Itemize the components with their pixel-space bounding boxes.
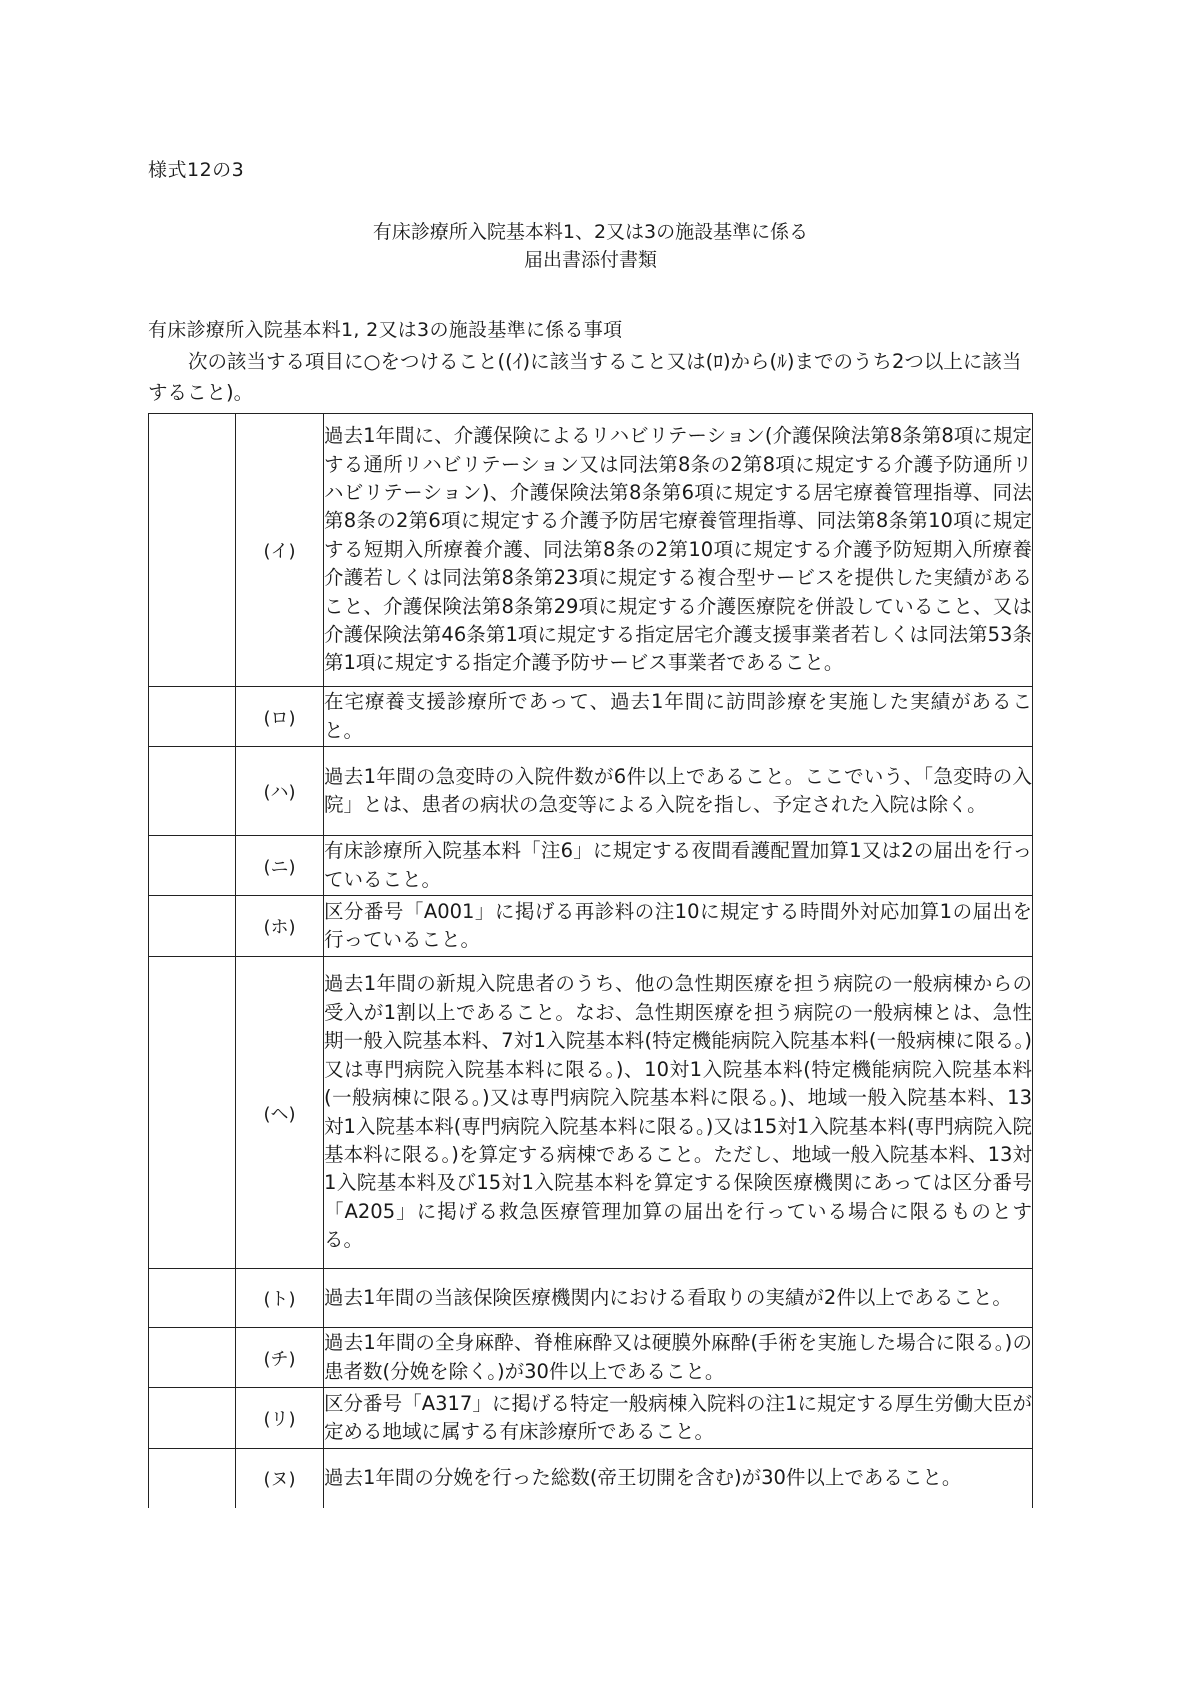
check-cell-ha[interactable] bbox=[149, 747, 236, 836]
table-row bbox=[149, 1269, 1033, 1328]
item-text-ri: 区分番号「A317」に掲げる特定一般病棟入院料の注1に規定する厚生労働大臣が定める地域に属する有床診療所であること。 bbox=[324, 1388, 1033, 1449]
item-label-to: (ト) bbox=[236, 1269, 324, 1328]
table-row bbox=[149, 1449, 1033, 1508]
item-label-nu: (ヌ) bbox=[236, 1449, 324, 1508]
table-row bbox=[149, 414, 1033, 687]
check-cell-he[interactable] bbox=[149, 957, 236, 1269]
check-cell-ri[interactable] bbox=[149, 1388, 236, 1449]
form-number: 様式12の3 bbox=[148, 159, 245, 181]
item-label-ri: (リ) bbox=[236, 1388, 324, 1449]
section-heading: 有床診療所入院基本料1, 2又は3の施設基準に係る事項 bbox=[148, 319, 623, 341]
check-cell-ho[interactable] bbox=[149, 896, 236, 957]
document-title-line-1: 有床診療所入院基本料1、2又は3の施設基準に係る bbox=[372, 221, 809, 243]
item-label-ha: (ハ) bbox=[236, 747, 324, 836]
check-cell-nu[interactable] bbox=[149, 1449, 236, 1508]
item-text-ha: 過去1年間の急変時の入院件数が6件以上であること。ここでいう、「急変時の入院」とは、患者の病状の急変等による入院を指し、予定された入院は除く。 bbox=[324, 747, 1033, 836]
table-row bbox=[149, 836, 1033, 896]
item-label-chi: (チ) bbox=[236, 1328, 324, 1388]
item-text-to: 過去1年間の当該保険医療機関内における看取りの実績が2件以上であること。 bbox=[324, 1269, 1033, 1328]
table-row bbox=[149, 687, 1033, 747]
criteria-table bbox=[148, 413, 1033, 1508]
item-label-ho: (ホ) bbox=[236, 896, 324, 957]
item-text-he: 過去1年間の新規入院患者のうち、他の急性期医療を担う病院の一般病棟からの受入が1割以上であること。なお、急性期医療を担う病院の一般病棟とは、急性期一般入院基本料、7対1入院基本料(特定機能病院入院基本料(一般病棟に限る。)又は専門病院入院基本料に限る。)、10対1入院基本料(特定機能病院入院基本料(一般病棟に限る。)又は専門病院入院基本料に限る。)、地域一般入院基本料、13対1入院基本料(専門病院入院基本料に限る。)又は15対1入院基本料(専門病院入院基本料に限る。)を算定する病棟であること。ただし、地域一般入院基本料、13対1入院基本料及び15対1入院基本料を算定する保険医療機関にあっては区分番号「A205」に掲げる救急医療管理加算の届出を行っている場合に限るものとする。 bbox=[324, 957, 1033, 1269]
item-text-ni: 有床診療所入院基本料「注6」に規定する夜間看護配置加算1又は2の届出を行っていること。 bbox=[324, 836, 1033, 896]
table-row bbox=[149, 1328, 1033, 1388]
item-label-ro: (ロ) bbox=[236, 687, 324, 747]
item-text-ro: 在宅療養支援診療所であって、過去1年間に訪問診療を実施した実績があること。 bbox=[324, 687, 1033, 747]
document-title bbox=[0, 218, 1181, 274]
table-row bbox=[149, 747, 1033, 836]
check-cell-i[interactable] bbox=[149, 414, 236, 687]
document-title-line-2: 届出書添付書類 bbox=[523, 249, 657, 271]
instruction-text: 次の該当する項目に○をつけること((ｲ)に該当すること又は(ﾛ)から(ﾙ)までのうち2つ以上に該当すること)。 bbox=[148, 350, 1022, 404]
table-row bbox=[149, 957, 1033, 1269]
item-label-he: (ヘ) bbox=[236, 957, 324, 1269]
item-label-ni: (ニ) bbox=[236, 836, 324, 896]
check-cell-ni[interactable] bbox=[149, 836, 236, 896]
table-row bbox=[149, 1388, 1033, 1449]
check-cell-to[interactable] bbox=[149, 1269, 236, 1328]
item-text-i: 過去1年間に、介護保険によるリハビリテーション(介護保険法第8条第8項に規定する通所リハビリテーション又は同法第8条の2第8項に規定する介護予防通所リハビリテーション)、介護保険法第8条第6項に規定する居宅療養管理指導、同法第8条の2第6項に規定する介護予防居宅療養管理指導、同法第8条第10項に規定する短期入所療養介護、同法第8条の2第10項に規定する介護予防短期入所療養介護若しくは同法第8条第23項に規定する複合型サービスを提供した実績があること、介護保険法第8条第29項に規定する介護医療院を併設していること、又は介護保険法第46条第1項に規定する指定居宅介護支援事業者若しくは同法第53条第1項に規定する指定介護予防サービス事業者であること。 bbox=[324, 414, 1033, 687]
check-cell-ro[interactable] bbox=[149, 687, 236, 747]
item-text-nu: 過去1年間の分娩を行った総数(帝王切開を含む)が30件以上であること。 bbox=[324, 1449, 1033, 1508]
item-text-chi: 過去1年間の全身麻酔、脊椎麻酔又は硬膜外麻酔(手術を実施した場合に限る。)の患者数(分娩を除く。)が30件以上であること。 bbox=[324, 1328, 1033, 1388]
item-label-i: (イ) bbox=[236, 414, 324, 687]
table-row bbox=[149, 896, 1033, 957]
check-cell-chi[interactable] bbox=[149, 1328, 236, 1388]
item-text-ho: 区分番号「A001」に掲げる再診料の注10に規定する時間外対応加算1の届出を行っていること。 bbox=[324, 896, 1033, 957]
